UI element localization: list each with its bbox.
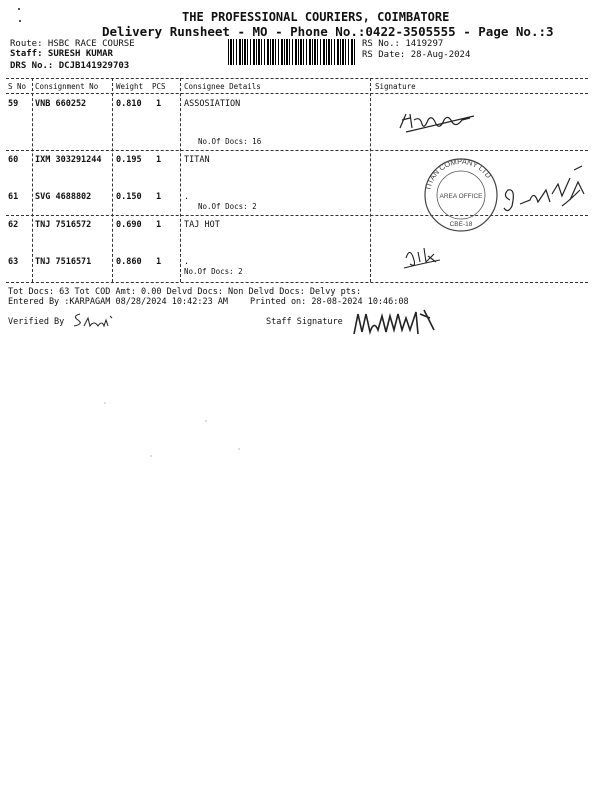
col-header-weight: Weight	[116, 82, 144, 91]
row-weight: 0.690	[116, 220, 142, 230]
row-pcs: 1	[156, 99, 162, 109]
row-consignee: TAJ HOT	[184, 220, 220, 230]
svg-text:AREA OFFICE: AREA OFFICE	[439, 193, 483, 200]
staff-signature-label: Staff Signature	[266, 317, 343, 327]
scan-mark	[18, 8, 20, 10]
handwritten-signature	[400, 240, 448, 270]
row-weight: 0.860	[116, 257, 142, 267]
row-weight: 0.195	[116, 155, 142, 165]
rs-date: RS Date: 28-Aug-2024	[362, 50, 471, 60]
verified-by-label: Verified By	[8, 317, 65, 327]
table-top-border	[6, 78, 588, 79]
row-sno: 60	[8, 155, 19, 165]
drs-number: DRS No.: DCJB141929703	[10, 61, 130, 71]
svg-text:TITAN COMPANY LTD: TITAN COMPANY LTD	[423, 156, 494, 192]
handwritten-signature	[500, 160, 590, 222]
rs-number: RS No.: 1419297	[362, 39, 444, 49]
col-divider	[180, 78, 181, 282]
handwritten-signature	[396, 108, 486, 136]
col-header-consignment: Consignment No	[35, 82, 99, 91]
row-pcs: 1	[156, 192, 162, 202]
row-docs: No.Of Docs: 2	[184, 267, 243, 276]
barcode	[228, 39, 356, 65]
company-title: THE PROFESSIONAL COURIERS, COIMBATORE	[182, 10, 450, 24]
entered-by: Entered By :KARPAGAM 08/28/2024 10:42:23 AM	[8, 297, 229, 307]
row-consignee: .	[184, 192, 190, 202]
row-consignee: ASSOSIATION	[184, 99, 241, 109]
row-sno: 63	[8, 257, 19, 267]
row-pcs: 1	[156, 220, 162, 230]
row-pcs: 1	[156, 155, 162, 165]
row-consignee: .	[184, 257, 190, 267]
scan-mark	[19, 20, 21, 22]
scan-speck	[104, 402, 106, 404]
row-consignment: VNB 660252	[35, 99, 87, 109]
table-header-border	[6, 93, 588, 94]
row-pcs: 1	[156, 257, 162, 267]
row-consignment: IXM 303291244	[35, 155, 102, 165]
col-divider	[112, 78, 113, 282]
row-docs: No.Of Docs: 2	[198, 202, 257, 211]
row-weight: 0.150	[116, 192, 142, 202]
row-sno: 62	[8, 220, 19, 230]
row-consignment: TNJ 7516572	[35, 220, 92, 230]
col-divider	[370, 78, 371, 282]
runsheet-subtitle: Delivery Runsheet - MO - Phone No.:0422-3505555 - Page No.:3	[102, 24, 554, 39]
scan-speck	[238, 448, 240, 450]
svg-text:CBE-18: CBE-18	[449, 221, 473, 228]
table-bottom-border	[6, 282, 588, 283]
handwritten-signature	[70, 310, 118, 330]
scan-speck	[150, 455, 152, 457]
col-header-signature: Signature	[375, 82, 416, 91]
row-docs: No.Of Docs: 16	[198, 137, 262, 146]
row-consignment: SVG 4688802	[35, 192, 92, 202]
scan-speck	[205, 420, 207, 422]
row-weight: 0.810	[116, 99, 142, 109]
col-header-pcs: PCS	[152, 82, 166, 91]
row-consignment: TNJ 7516571	[35, 257, 92, 267]
row-divider	[6, 150, 588, 151]
row-consignee: TITAN	[184, 155, 210, 165]
row-sno: 61	[8, 192, 19, 202]
printed-on: Printed on: 28-08-2024 10:46:08	[250, 297, 409, 307]
row-sno: 59	[8, 99, 19, 109]
col-header-sno: S No	[8, 82, 27, 91]
company-stamp	[418, 156, 504, 234]
col-header-consignee: Consignee Details	[184, 82, 261, 91]
staff-label: Staff: SURESH KUMAR	[10, 49, 113, 59]
col-divider	[32, 78, 33, 282]
totals-line: Tot Docs: 63 Tot COD Amt: 0.00 Delvd Docs: Non Delvd Docs: Delvy pts:	[8, 287, 362, 297]
route-label: Route: HSBC RACE COURSE	[10, 39, 135, 49]
handwritten-signature	[350, 304, 440, 340]
